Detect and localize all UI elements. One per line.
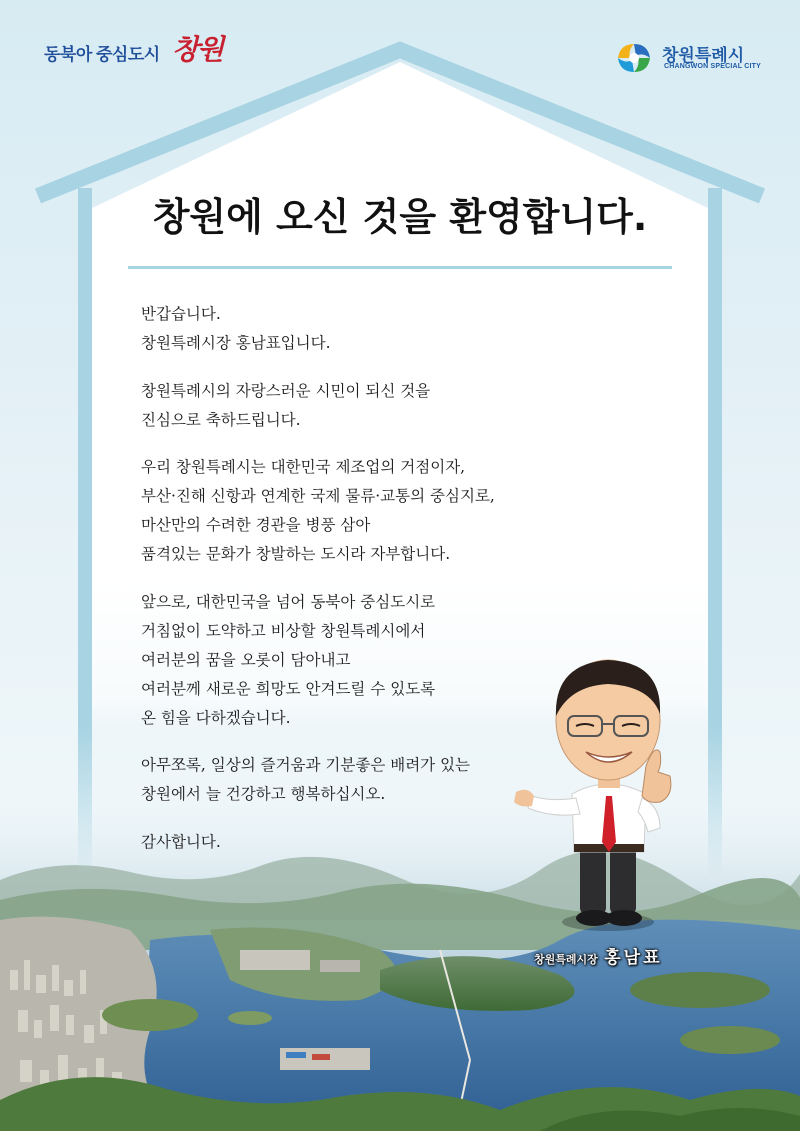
- welcome-letter: [141, 300, 561, 875]
- letter-line: 창원에서 늘 건강하고 행복하십시오.: [141, 785, 386, 803]
- title-divider: [128, 266, 672, 269]
- letter-line: 우리 창원특례시는 대한민국 제조업의 거점이자,: [141, 458, 466, 476]
- city-logo: [612, 38, 762, 78]
- letter-line: 품격있는 문화가 창발하는 도시라 자부합니다.: [141, 545, 451, 563]
- letter-line: 창원특례시의 자랑스러운 시민이 되신 것을: [141, 381, 431, 400]
- logo-subtitle: CHANGWON SPECIAL CITY: [664, 63, 762, 70]
- logo-city-name: 창원특례시: [662, 46, 745, 65]
- signature-name: 홍남표: [604, 948, 663, 967]
- letter-paragraph: [141, 377, 561, 435]
- letter-line: 아무쪼록, 일상의 즐거움과 기분좋은 배려가 있는: [141, 756, 471, 774]
- letter-line: 부산·진해 신항과 연계한 국제 물류·교통의 중심지로,: [141, 487, 495, 505]
- letter-line: 온 힘을 다하겠습니다.: [141, 708, 291, 727]
- changwon-logo-icon: [612, 38, 654, 76]
- letter-paragraph: [141, 828, 561, 857]
- letter-line: 마산만의 수려한 경관을 병풍 삼아: [141, 516, 371, 534]
- page-title: 창원에 오신 것을 환영합니다.: [152, 195, 648, 239]
- signature-title: 창원특례시장: [534, 954, 598, 966]
- mayor-caricature-image: [510, 646, 680, 936]
- slogan-city-script: 창원: [172, 33, 223, 66]
- letter-paragraph: [141, 300, 561, 358]
- letter-line: 여러분께 새로운 희망도 안겨드릴 수 있도록: [141, 679, 436, 698]
- slogan-text: 동북아 중심도시: [44, 45, 160, 64]
- letter-paragraph: [141, 453, 561, 569]
- letter-line: 앞으로, 대한민국을 넘어 동북아 중심도시로: [141, 592, 436, 611]
- mayor-signature: [534, 943, 663, 968]
- letter-line: 창원특례시장 홍남표입니다.: [141, 334, 331, 352]
- letter-line: 반갑습니다.: [141, 305, 221, 323]
- letter-line: 여러분의 꿈을 오롯이 담아내고: [141, 650, 351, 669]
- letter-closing: 감사합니다.: [141, 832, 221, 851]
- letter-line: 진심으로 축하드립니다.: [141, 410, 301, 429]
- letter-line: 거침없이 도약하고 비상할 창원특례시에서: [141, 621, 426, 640]
- letter-paragraph: [141, 751, 561, 809]
- letter-paragraph: [141, 588, 561, 733]
